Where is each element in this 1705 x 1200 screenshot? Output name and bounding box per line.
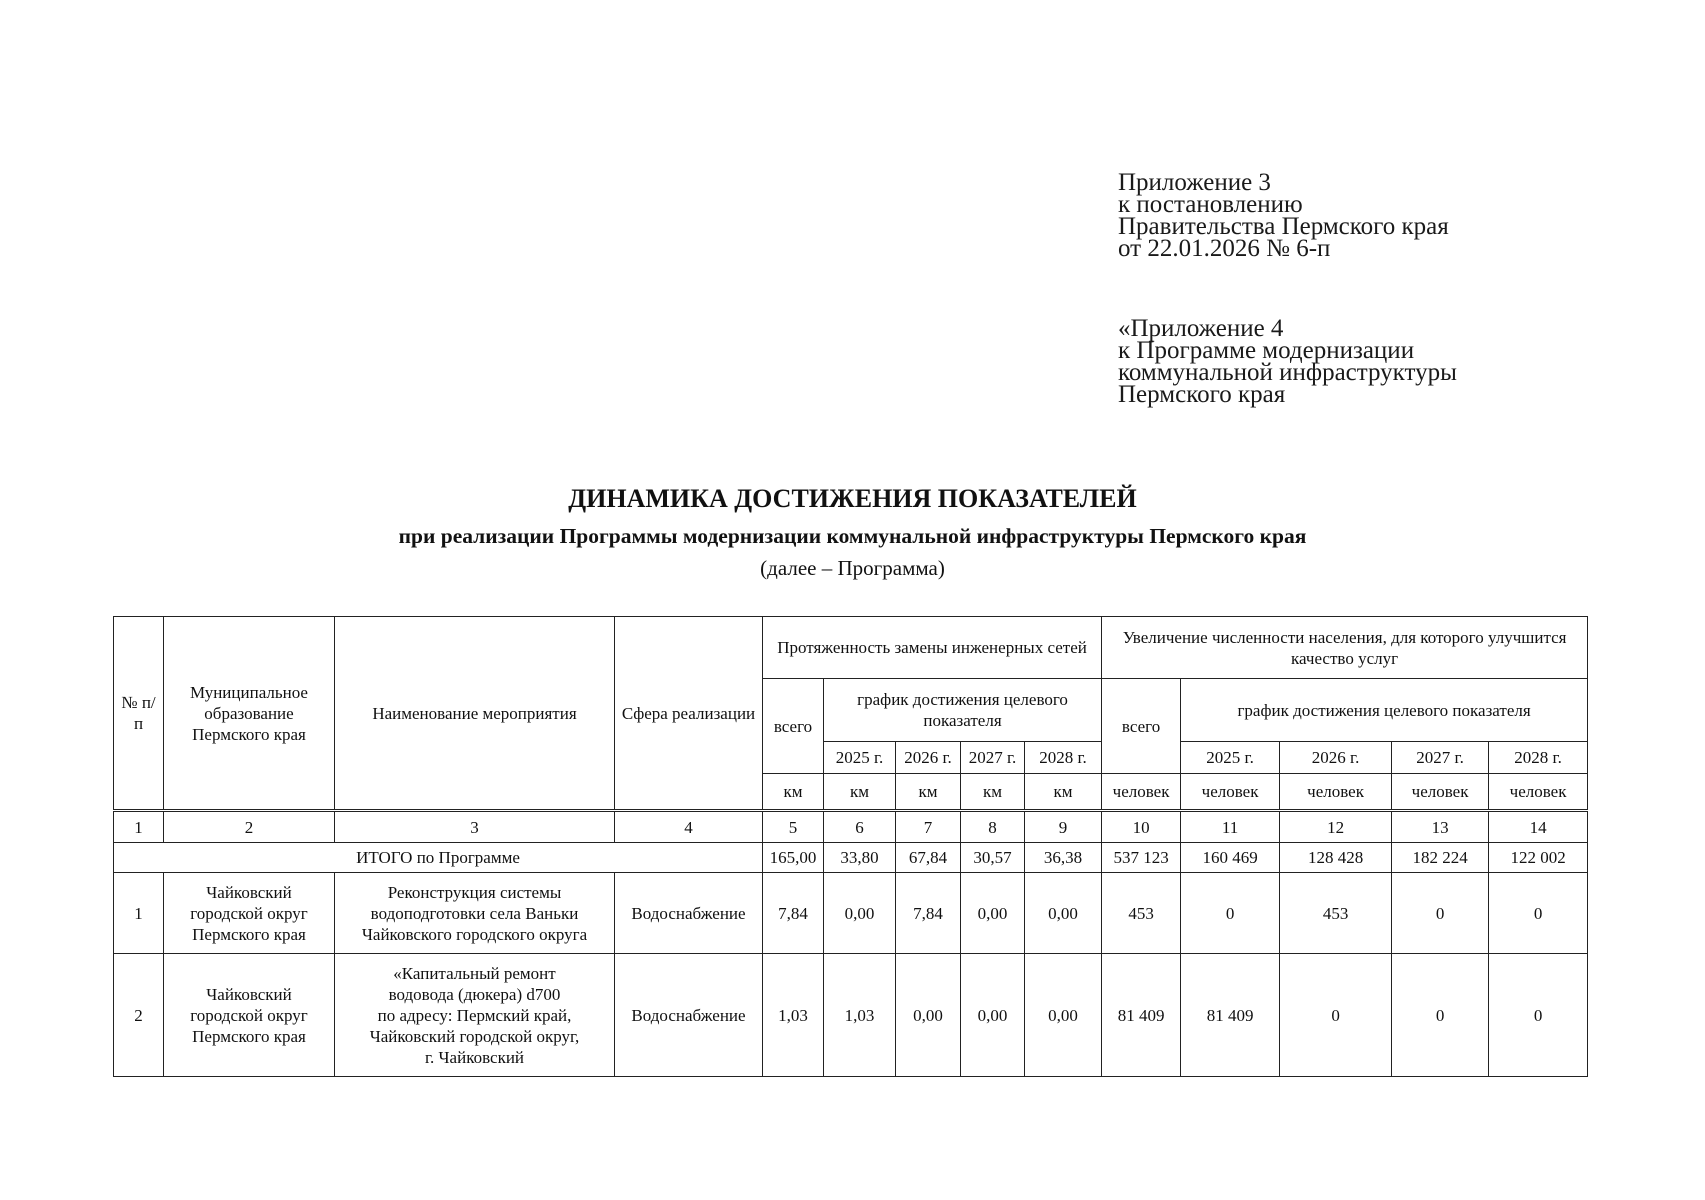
total-value: 537 123 <box>1102 843 1181 873</box>
row-value: 7,84 <box>896 873 961 954</box>
unit-cell: человек <box>1181 774 1280 811</box>
row-number: 2 <box>114 954 164 1077</box>
row-number: 1 <box>114 873 164 954</box>
cell-line: городской округ <box>190 1005 308 1025</box>
total-row <box>114 843 1588 873</box>
cell-line: Чайковский <box>206 984 292 1004</box>
row-value: 0,00 <box>1025 873 1102 954</box>
unit-cell: км <box>1025 774 1102 811</box>
total-label: ИТОГО по Программе <box>114 843 763 873</box>
header-event-name: Наименование мероприятия <box>335 617 615 811</box>
appendix-line: Правительства Пермского края <box>1118 213 1449 240</box>
row-value: 0,00 <box>896 954 961 1077</box>
cell-line: Чайковского городского округа <box>361 924 588 944</box>
total-value: 33,80 <box>824 843 896 873</box>
row-value: 0,00 <box>961 873 1025 954</box>
row-event-name <box>335 954 615 1077</box>
header-year: 2028 г. <box>1489 742 1588 774</box>
column-number: 14 <box>1489 811 1588 843</box>
header-num: № п/п <box>114 617 164 811</box>
column-number: 9 <box>1025 811 1102 843</box>
row-value: 81 409 <box>1102 954 1181 1077</box>
cell-line: Пермского края <box>192 1026 306 1046</box>
column-number: 7 <box>896 811 961 843</box>
total-value: 128 428 <box>1280 843 1392 873</box>
header-row-groups <box>114 617 1588 679</box>
row-value: 1,03 <box>824 954 896 1077</box>
row-value: 0 <box>1489 954 1588 1077</box>
row-value: 453 <box>1102 873 1181 954</box>
row-value: 0 <box>1280 954 1392 1077</box>
appendix-line: Приложение 3 <box>1118 169 1271 196</box>
cell-line: г. Чайковский <box>424 1047 525 1067</box>
unit-cell: км <box>961 774 1025 811</box>
row-event-name <box>335 873 615 954</box>
appendix-3-reference <box>1118 169 1449 262</box>
total-value: 67,84 <box>896 843 961 873</box>
indicators-table <box>113 616 1588 1077</box>
document-subtitle: при реализации Программы модернизации коммунальной инфраструктуры Пермского края <box>398 524 1307 548</box>
appendix-4-reference <box>1118 315 1457 408</box>
appendix-line: Пермского края <box>1118 381 1286 408</box>
column-number: 12 <box>1280 811 1392 843</box>
total-value: 122 002 <box>1489 843 1588 873</box>
column-number: 5 <box>763 811 824 843</box>
header-year: 2026 г. <box>1280 742 1392 774</box>
header-population-total: всего <box>1102 679 1181 774</box>
header-length-total: всего <box>763 679 824 774</box>
row-value: 81 409 <box>1181 954 1280 1077</box>
header-year: 2027 г. <box>1392 742 1489 774</box>
cell-line: по адресу: Пермский край, <box>377 1005 572 1025</box>
table-row <box>114 873 1588 954</box>
row-value: 0 <box>1392 954 1489 1077</box>
cell-line: «Капитальный ремонт <box>393 963 556 983</box>
appendix-line: к постановлению <box>1118 191 1303 218</box>
row-sphere: Водоснабжение <box>615 873 763 954</box>
cell-line: водоподготовки села Ваньки <box>370 903 579 923</box>
unit-cell: человек <box>1280 774 1392 811</box>
row-sphere: Водоснабжение <box>615 954 763 1077</box>
column-number: 6 <box>824 811 896 843</box>
header-municipality: Муниципальное образование Пермского края <box>164 617 335 811</box>
unit-cell: км <box>763 774 824 811</box>
cell-line: водовода (дюкера) d700 <box>388 984 561 1004</box>
header-population-schedule: график достижения целевого показателя <box>1181 679 1588 742</box>
column-number: 2 <box>164 811 335 843</box>
row-value: 0 <box>1181 873 1280 954</box>
column-number: 10 <box>1102 811 1181 843</box>
unit-cell: км <box>896 774 961 811</box>
row-value: 0,00 <box>824 873 896 954</box>
unit-cell: человек <box>1489 774 1588 811</box>
row-value: 0 <box>1392 873 1489 954</box>
appendix-line: к Программе модернизации <box>1118 337 1415 364</box>
header-year: 2025 г. <box>1181 742 1280 774</box>
header-sphere: Сфера реализации <box>615 617 763 811</box>
header-year: 2026 г. <box>896 742 961 774</box>
column-number: 8 <box>961 811 1025 843</box>
unit-cell: человек <box>1102 774 1181 811</box>
column-number: 4 <box>615 811 763 843</box>
header-year: 2025 г. <box>824 742 896 774</box>
header-year: 2027 г. <box>961 742 1025 774</box>
row-value: 0 <box>1489 873 1588 954</box>
cell-line: Реконструкция системы <box>387 882 562 902</box>
appendix-line: от 22.01.2026 № 6-п <box>1118 235 1331 262</box>
cell-line: Чайковский городской округ, <box>369 1026 580 1046</box>
column-number: 3 <box>335 811 615 843</box>
cell-line: городской округ <box>190 903 308 923</box>
cell-line: Чайковский <box>206 882 292 902</box>
total-value: 182 224 <box>1392 843 1489 873</box>
cell-line: Пермского края <box>192 924 306 944</box>
appendix-line: коммунальной инфраструктуры <box>1118 359 1457 386</box>
unit-cell: км <box>824 774 896 811</box>
column-number: 1 <box>114 811 164 843</box>
row-municipality <box>164 954 335 1077</box>
row-municipality <box>164 873 335 954</box>
document-title: ДИНАМИКА ДОСТИЖЕНИЯ ПОКАЗАТЕЛЕЙ <box>568 484 1137 513</box>
total-value: 36,38 <box>1025 843 1102 873</box>
document-title-note: (далее – Программа) <box>760 556 945 580</box>
total-value: 30,57 <box>961 843 1025 873</box>
column-number: 13 <box>1392 811 1489 843</box>
row-value: 0,00 <box>961 954 1025 1077</box>
row-value: 0,00 <box>1025 954 1102 1077</box>
row-value: 1,03 <box>763 954 824 1077</box>
header-population-group: Увеличение численности населения, для которого улучшится качество услуг <box>1102 617 1588 679</box>
table-row <box>114 954 1588 1077</box>
row-value: 7,84 <box>763 873 824 954</box>
unit-cell: человек <box>1392 774 1489 811</box>
column-numbers-row <box>114 811 1588 843</box>
appendix-line: «Приложение 4 <box>1118 315 1284 342</box>
header-length-group: Протяженность замены инженерных сетей <box>763 617 1102 679</box>
row-value: 453 <box>1280 873 1392 954</box>
column-number: 11 <box>1181 811 1280 843</box>
total-value: 160 469 <box>1181 843 1280 873</box>
header-year: 2028 г. <box>1025 742 1102 774</box>
header-length-schedule: график достижения целевого показателя <box>824 679 1102 742</box>
total-value: 165,00 <box>763 843 824 873</box>
